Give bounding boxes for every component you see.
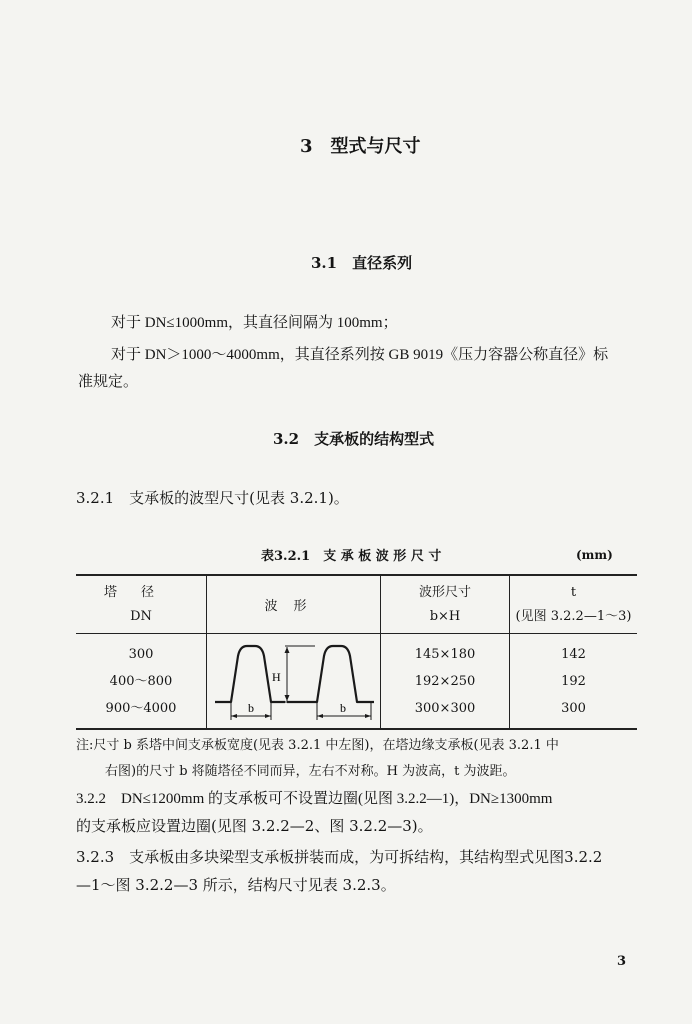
- clause-3-2-2-line2: 的支承板应设置边圈(见图 3.2.2—2、图 3.2.2—3)。: [76, 817, 433, 835]
- width-left-arrow-a: [231, 714, 237, 718]
- header-waveform: [207, 575, 381, 634]
- header-diameter-line2: DN: [130, 608, 152, 624]
- clause-3-2-3-line1: 3.2.3 支承板由多块梁型支承板拼装而成，为可拆结构，其结构型式见图3.2.2: [76, 848, 603, 866]
- header-wave-size-line1: 波形尺寸: [418, 584, 471, 600]
- column-wave-size-values: [381, 634, 510, 730]
- section-3-1-title: 3.1 直径系列: [311, 254, 413, 272]
- label-width-left: b: [248, 701, 254, 715]
- t-value: 300: [561, 700, 586, 716]
- header-pitch: [510, 575, 638, 634]
- table-note-line2: 右图)的尺寸 b 将随塔径不同而异，左右不对称。H 为波高，t 为波距。: [105, 764, 516, 779]
- column-pitch-values: [510, 634, 638, 730]
- section-3-1-para2-line1: 对于 DN＞1000～4000mm，其直径系列按 GB 9019《压力容器公称直径》标: [111, 347, 609, 363]
- table-unit: (mm): [576, 548, 613, 562]
- waveform-diagram: [207, 634, 380, 724]
- header-pitch-line1: t: [570, 584, 577, 600]
- label-width-right: b: [340, 701, 346, 715]
- header-wave-size: [381, 575, 510, 634]
- width-right-arrow-a: [317, 714, 323, 718]
- table-note-line1: 注:尺寸 b 系塔中间支承板宽度(见表 3.2.1 中左图)，在塔边缘支承板(见表 3.2.1 中: [76, 738, 559, 753]
- dn-value: 300: [128, 646, 154, 662]
- header-waveform-label: 波形: [264, 599, 323, 614]
- clause-3-2-2-line1: 3.2.2 DN≤1200mm 的支承板可不设置边圈(见图 3.2.2—1)，DN≥1300mm: [76, 791, 553, 807]
- section-3-2-title: 3.2 支承板的结构型式: [273, 430, 435, 448]
- table-row: [76, 634, 637, 730]
- t-value: 142: [561, 646, 586, 662]
- dn-value: 400～800: [109, 673, 173, 689]
- dn-value: 900～4000: [105, 700, 177, 716]
- column-diameter-values: [76, 634, 207, 730]
- label-height: H: [272, 670, 281, 684]
- width-left-arrow-b: [265, 714, 271, 718]
- table-caption: 表3.2.1 支 承 板 波 形 尺 寸: [261, 549, 442, 564]
- header-wave-size-line2: b×H: [429, 608, 461, 624]
- table-header-row: [76, 575, 637, 634]
- section-3-1-para2-line2: 准规定。: [78, 372, 139, 390]
- bh-value: 300×300: [414, 700, 476, 716]
- t-value: 192: [561, 673, 586, 689]
- section-3-1-para1: 对于 DN≤1000mm，其直径间隔为 100mm；: [111, 315, 398, 331]
- height-arrow-top: [285, 647, 290, 653]
- wave-size-table: [76, 574, 637, 730]
- bh-value: 145×180: [414, 646, 476, 662]
- height-arrow-bottom: [285, 695, 290, 701]
- bh-value: 192×250: [414, 673, 476, 689]
- clause-3-2-3-line2: —1～图 3.2.2—3 所示，结构尺寸见表 3.2.3。: [76, 876, 396, 894]
- header-pitch-line2: (见图 3.2.2—1～3): [515, 608, 632, 624]
- header-diameter: [76, 575, 207, 634]
- chapter-title: 3 型式与尺寸: [300, 136, 421, 157]
- page-number: 3: [617, 954, 627, 969]
- clause-3-2-1: 3.2.1 支承板的波型尺寸(见表 3.2.1)。: [76, 489, 349, 507]
- width-right-arrow-b: [365, 714, 371, 718]
- right-wave-profile: [287, 646, 374, 702]
- waveform-figure-cell: [207, 634, 381, 730]
- header-diameter-line1: 塔径: [103, 584, 178, 600]
